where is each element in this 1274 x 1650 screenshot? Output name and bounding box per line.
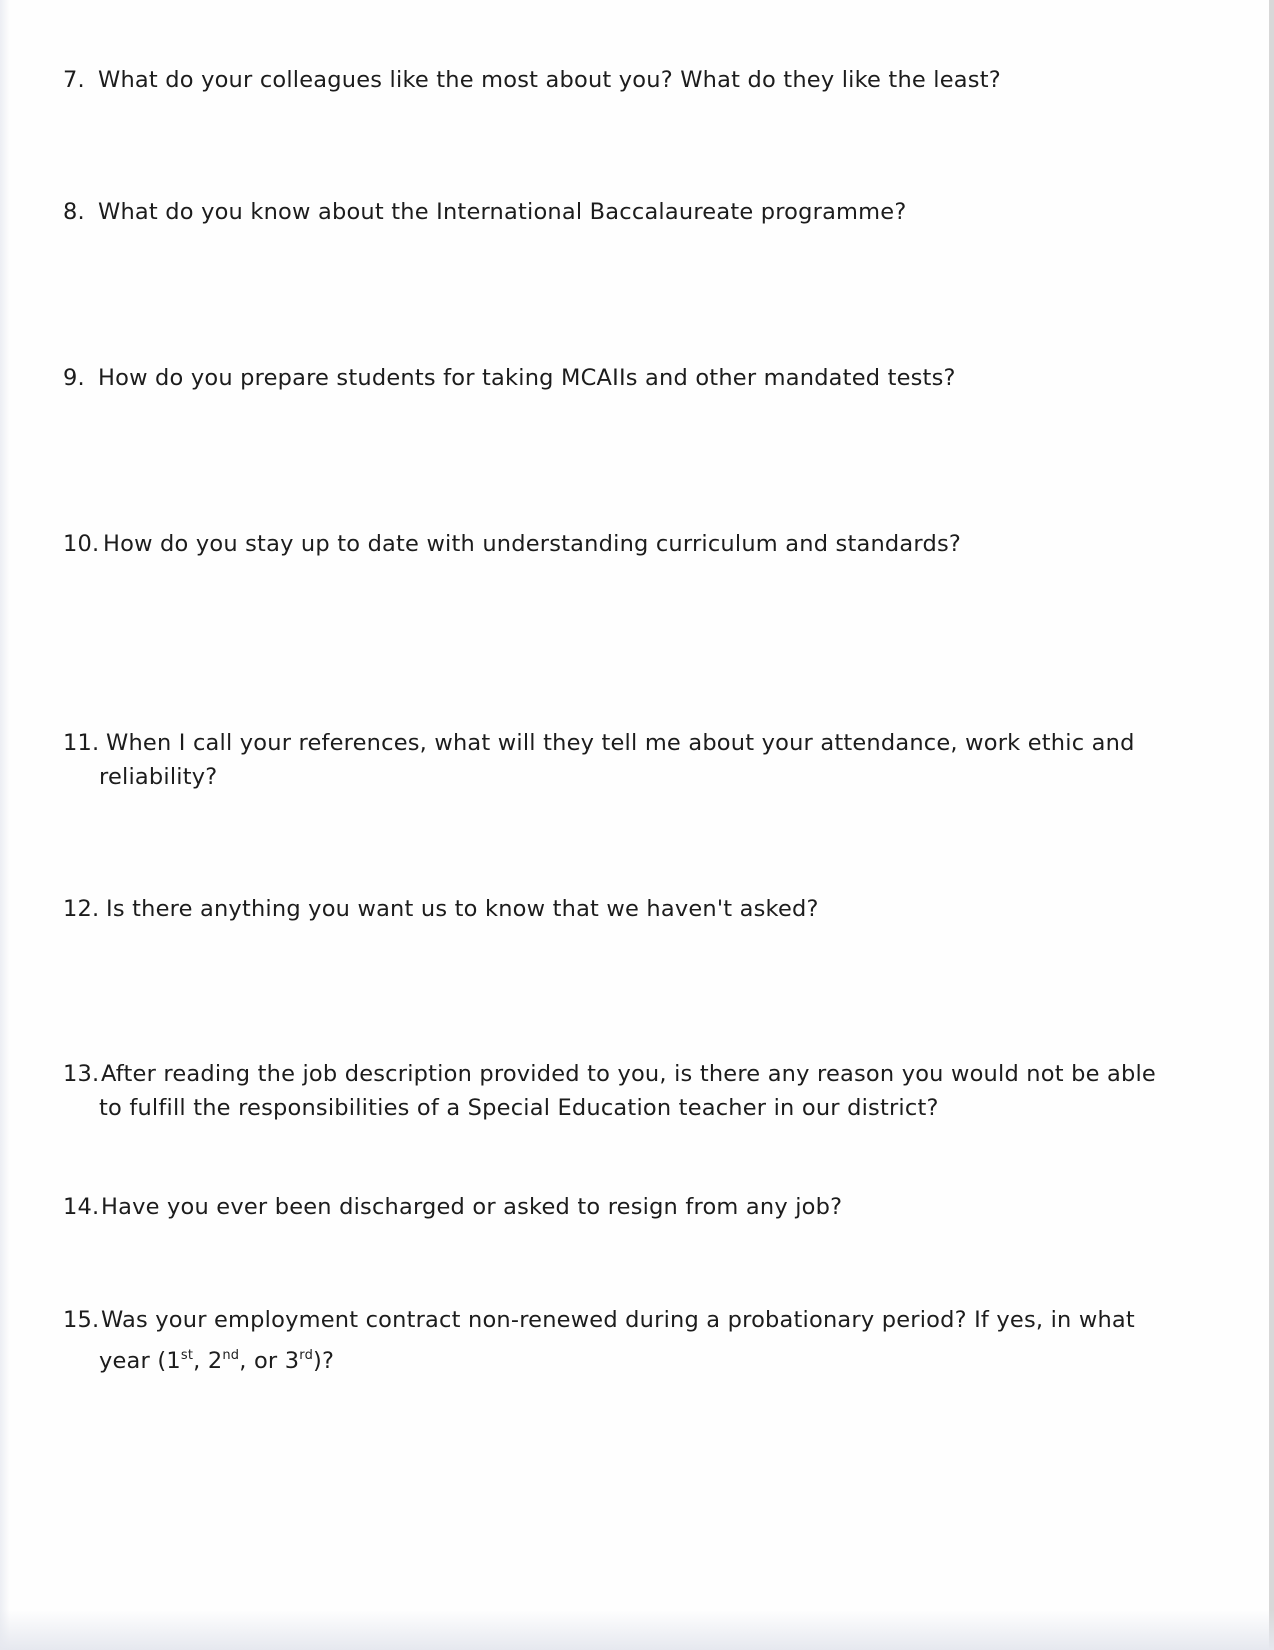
question-number: 15. [63, 1307, 100, 1333]
question-9 [0, 361, 1200, 395]
question-7 [0, 63, 1200, 97]
year-suffix: )? [313, 1348, 335, 1374]
question-13 [0, 1057, 1200, 1125]
question-8 [0, 195, 1200, 229]
scan-edge-left [0, 0, 10, 1650]
question-number: 11. [63, 730, 100, 756]
question-10 [0, 527, 1200, 561]
year-prefix: year (1 [99, 1348, 181, 1374]
question-number: 9. [63, 365, 85, 391]
question-number: 13. [63, 1061, 100, 1087]
question-text: What do your colleagues like the most about you? What do they like the least? [98, 67, 1001, 93]
question-text: What do you know about the International Baccalaureate programme? [98, 199, 907, 225]
question-number: 14. [63, 1194, 100, 1220]
question-number: 7. [63, 67, 85, 93]
scan-edge-bottom [0, 1610, 1274, 1650]
year-mid-2: , or 3 [239, 1348, 300, 1374]
question-12 [0, 892, 1200, 926]
question-text: How do you prepare students for taking MCAIIs and other mandated tests? [98, 365, 956, 391]
question-text: Is there anything you want us to know that we haven't asked? [106, 896, 819, 922]
scan-edge-right [1269, 0, 1274, 1650]
question-text: When I call your references, what will they tell me about your attendance, work ethic and [106, 730, 1135, 756]
question-text: How do you stay up to date with understanding curriculum and standards? [103, 531, 962, 557]
question-text-year-options [99, 1344, 334, 1378]
question-15 [0, 1303, 1200, 1378]
question-text-continued: reliability? [99, 764, 218, 790]
question-14 [0, 1190, 1200, 1224]
question-number: 8. [63, 199, 85, 225]
question-text: Have you ever been discharged or asked to resign from any job? [101, 1194, 843, 1220]
question-number: 10. [63, 531, 100, 557]
question-number: 12. [63, 896, 100, 922]
ordinal-suffix-1st: st [180, 1348, 194, 1363]
year-mid-1: , 2 [193, 1348, 223, 1374]
question-text: After reading the job description provided to you, is there any reason you would not be able [101, 1061, 1156, 1087]
question-11 [0, 726, 1200, 794]
question-text: Was your employment contract non-renewed during a probationary period? If yes, in what [101, 1307, 1135, 1333]
ordinal-suffix-3rd: rd [299, 1348, 314, 1363]
question-text-continued: to fulfill the responsibilities of a Special Education teacher in our district? [99, 1095, 939, 1121]
ordinal-suffix-2nd: nd [222, 1348, 240, 1363]
